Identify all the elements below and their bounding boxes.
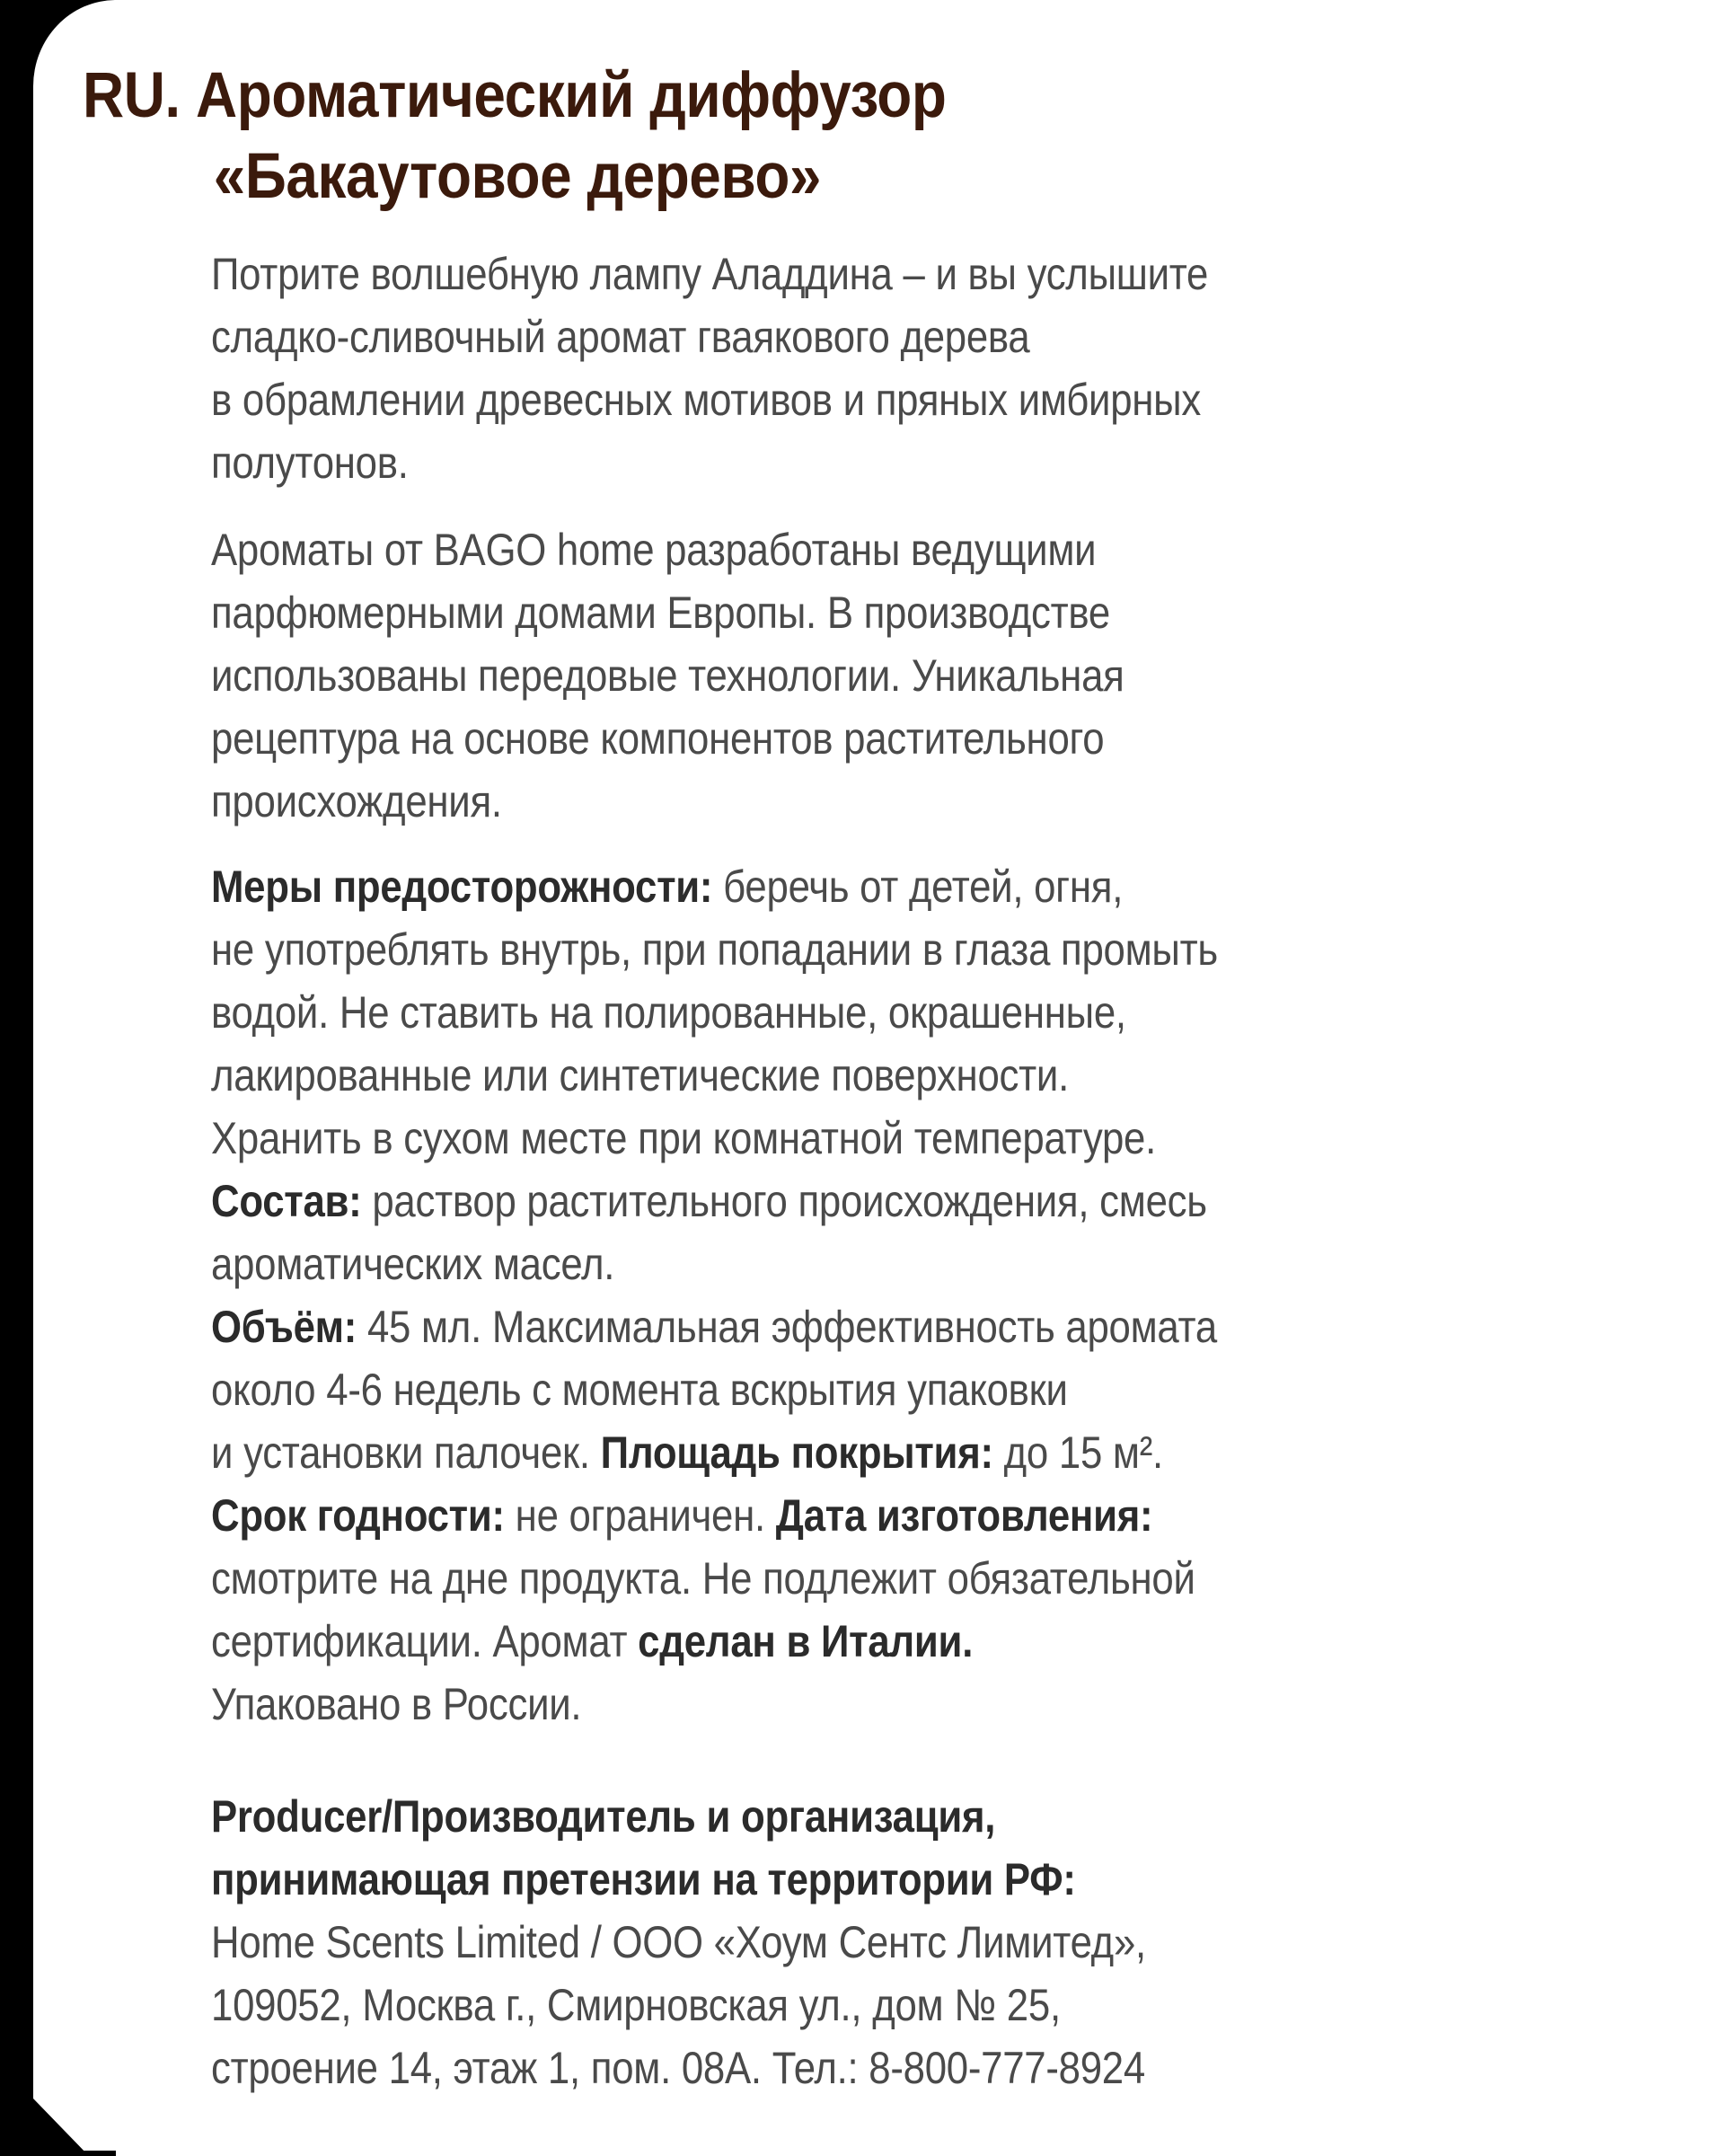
text-line: Потрите волшебную лампу Аладдина – и вы услышите [211, 249, 1209, 299]
producer-address-phone: строение 14, этаж 1, пом. 08А. Тел.: 8-800-777-8924 [211, 2043, 1145, 2093]
packed-in-line: Упаковано в России. [211, 1679, 582, 1729]
precautions-text: беречь от детей, огня, [712, 862, 1124, 912]
precautions-label: Меры предосторожности: [211, 862, 713, 912]
volume-text: 45 мл. Максимальная эффективность аромата [357, 1302, 1217, 1352]
producer-address: 109052, Москва г., Смирновская ул., дом № 25, [211, 1980, 1061, 2030]
title-line-1: RU. Ароматический диффузор [83, 60, 947, 131]
specs-paragraph [211, 855, 1218, 1736]
origin-label: сделан в Италии. [638, 1616, 974, 1666]
coverage-line [211, 1421, 1218, 1484]
text-line: сладко-сливочный аромат гваякового дерева [211, 312, 1030, 362]
producer-company: Home Scents Limited / ООО «Хоум Сентс Лимитед», [211, 1917, 1146, 1967]
text-line: происхождения. [211, 776, 502, 826]
text-line: в обрамлении древесных мотивов и пряных имбирных [211, 375, 1201, 425]
composition-line [211, 1170, 1218, 1233]
description-paragraph [211, 243, 1208, 494]
brand-info-paragraph [211, 518, 1124, 833]
text-line: не употреблять внутрь, при попадании в глаза промыть [211, 924, 1218, 975]
shelf-life-line [211, 1484, 1218, 1547]
corner-cut-bottom [33, 2151, 116, 2156]
text-line: Ароматы от BAGO home разработаны ведущими [211, 525, 1097, 575]
text-line: ароматических масел. [211, 1239, 615, 1289]
corner-cut [33, 2099, 89, 2156]
text-line: водой. Не ставить на полированные, окрашенные, [211, 987, 1126, 1038]
coverage-value: до 15 м². [992, 1427, 1163, 1478]
certification-text: сертификации. Аромат [211, 1616, 639, 1666]
precautions-line [211, 855, 1218, 918]
composition-label: Состав: [211, 1176, 362, 1226]
text-line: лакированные или синтетические поверхности. [211, 1050, 1069, 1100]
composition-text: раствор растительного происхождения, смесь [361, 1176, 1207, 1226]
text-line: около 4-6 недель с момента вскрытия упаковки [211, 1365, 1068, 1415]
volume-line [211, 1295, 1218, 1358]
title-line-2: «Бакаутовое дерево» [213, 141, 822, 212]
product-title [83, 56, 946, 217]
producer-label-line [211, 1785, 1146, 1848]
text-line: рецептура на основе компонентов растительного [211, 713, 1105, 764]
text-line: использованы передовые технологии. Уникальная [211, 650, 1124, 701]
text-line: парфюмерными домами Европы. В производстве [211, 588, 1110, 638]
coverage-label: Площадь покрытия: [600, 1427, 993, 1478]
volume-text: и установки палочек. [211, 1427, 601, 1478]
producer-paragraph [211, 1785, 1146, 2099]
origin-line [211, 1610, 1218, 1673]
producer-label-line [211, 1848, 1146, 1911]
shelf-life-value: не ограничен. [504, 1490, 776, 1541]
text-line: полутонов. [211, 437, 409, 488]
producer-label: принимающая претензии на территории РФ: [211, 1854, 1076, 1904]
producer-label: Producer/Производитель и организация, [211, 1791, 996, 1842]
text-line: смотрите на дне продукта. Не подлежит обязательной [211, 1553, 1195, 1604]
text-line: Хранить в сухом месте при комнатной температуре. [211, 1113, 1156, 1163]
manufacture-date-label: Дата изготовления: [775, 1490, 1153, 1541]
shelf-life-label: Срок годности: [211, 1490, 505, 1541]
volume-label: Объём: [211, 1302, 357, 1352]
